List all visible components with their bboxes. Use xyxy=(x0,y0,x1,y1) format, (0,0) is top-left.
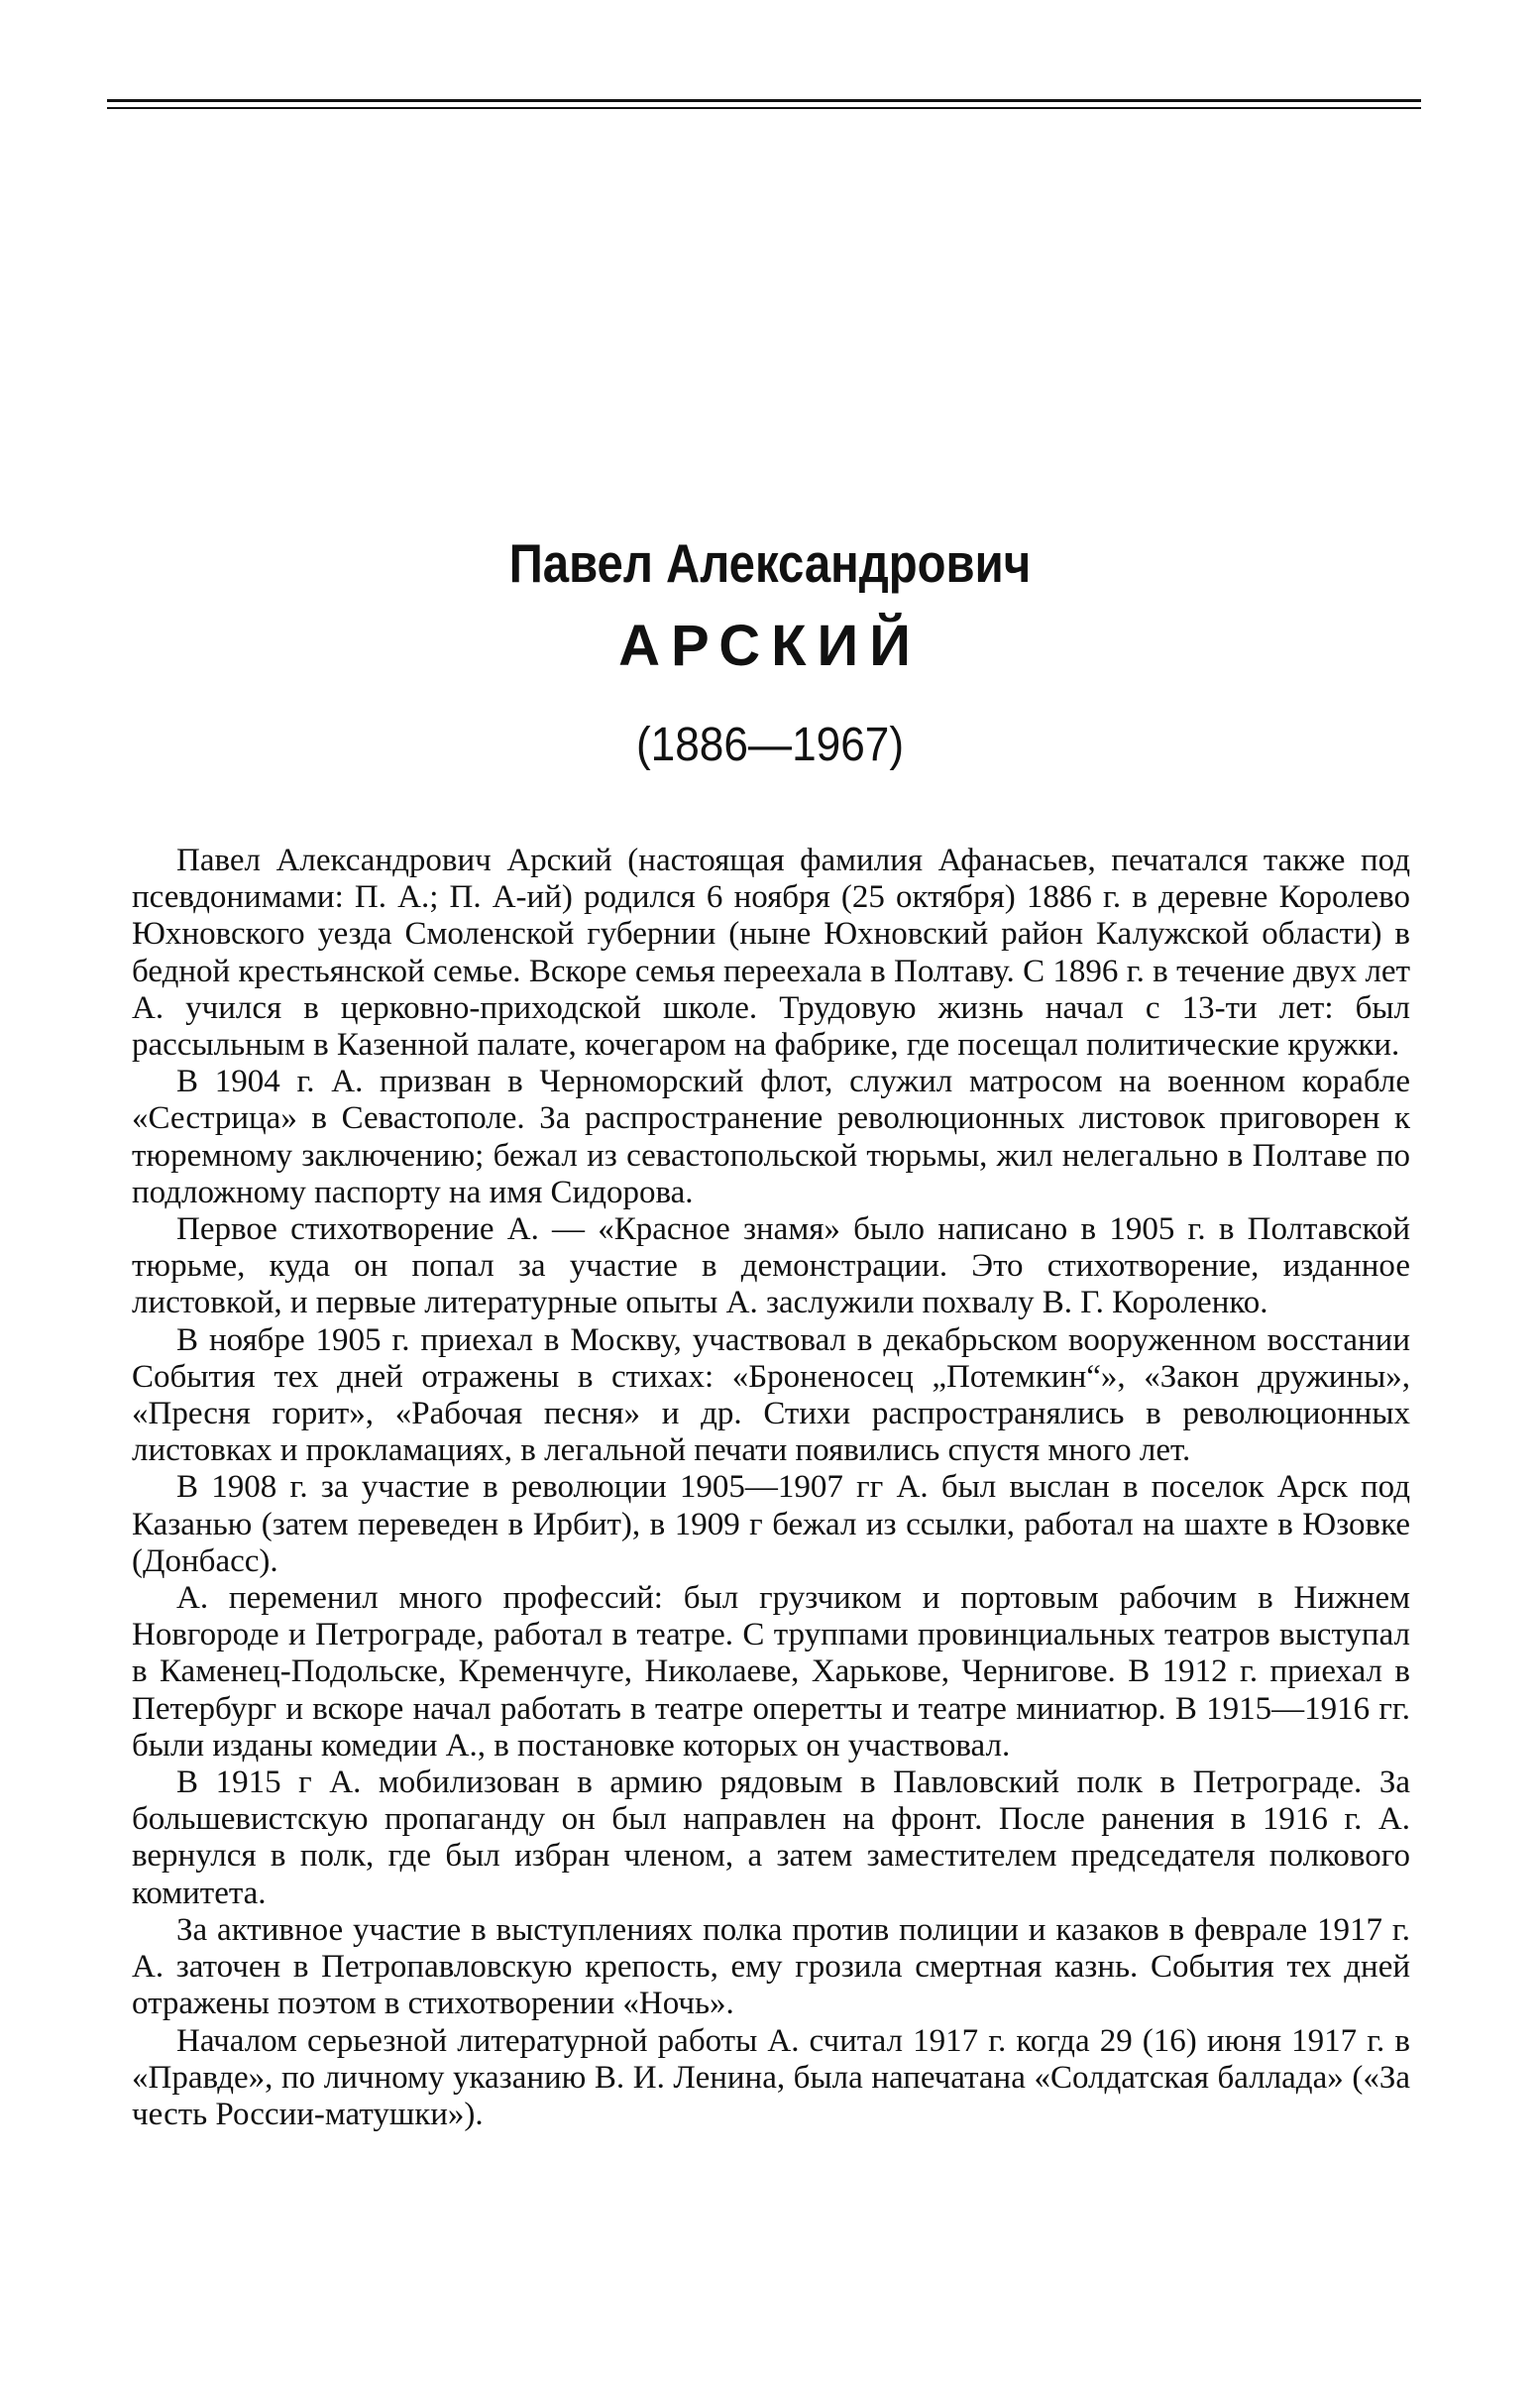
paragraph: А. переменил много профессий: был грузчиком и портовым рабочим в Нижнем Новгороде и Петрограде, работал в театре. С труппами провинциальных театров выступал в Каменец-Подольске, Кременчуге, Николаеве, Харькове, Чернигове. В 1912 г. приехал в Петербург и вскоре начал работать в театре оперетты и театре миниатюр. В 1915—1916 гг. были изданы комедии А., в постановке которых он участвовал. xyxy=(132,1580,1410,1764)
paragraph: В ноябре 1905 г. приехал в Москву, участвовал в декабрьском вооруженном восстании События тех дней отражены в стихах: «Броненосец „Потемкин“», «Закон дружины», «Пресня горит», «Рабочая песня» и др. Стихи распространялись в революционных листовках и прокламациях, в легальной печати появились спустя много лет. xyxy=(132,1321,1410,1469)
paragraph: За активное участие в выступлениях полка против полиции и казаков в феврале 1917 г. А. заточен в Петропавловскую крепость, ему грозила смертная казнь. События тех дней отражены поэтом в стихотворении «Ночь». xyxy=(132,1911,1410,2022)
author-surname: АРСКИЙ xyxy=(618,614,922,678)
biography-text xyxy=(132,843,1410,2133)
paragraph: Павел Александрович Арский (настоящая фамилия Афанасьев, печатался также под псевдонимами: П. А.; П. А-ий) родился 6 ноября (25 октября) 1886 г. в деревне Королево Юхновского уезда Смоленской губернии (ныне Юхновский район Калужской области) в бедной крестьянской семье. Вскоре семья переехала в Полтаву. С 1896 г. в течение двух лет А. учился в церковно-приходской школе. Трудовую жизнь начал с 13-ти лет: был рассыльным в Казенной палате, кочегаром на фабрике, где посещал политические кружки. xyxy=(132,843,1410,1064)
top-rule xyxy=(107,99,1421,102)
paragraph: В 1915 г А. мобилизован в армию рядовым в Павловский полк в Петрограде. За большевистскую пропаганду он был направлен на фронт. После ранения в 1916 г. А. вернулся в полк, где был избран членом, а затем заместителем председателя полкового комитета. xyxy=(132,1765,1410,1911)
paragraph: В 1908 г. за участие в революции 1905—1907 гг А. был выслан в поселок Арск под Казанью (затем переведен в Ирбит), в 1909 г бежал из ссылки, работал на шахте в Юзовке (Донбасс). xyxy=(132,1469,1410,1579)
paragraph: Началом серьезной литературной работы А. считал 1917 г. когда 29 (16) июня 1917 г. в «Правде», по личному указанию В. И. Ленина, была напечатана «Солдатская баллада» («За честь России-матушки»). xyxy=(132,2022,1410,2132)
author-first-names: Павел Александрович xyxy=(508,532,1032,594)
top-rule-secondary xyxy=(107,107,1421,109)
paragraph: В 1904 г. А. призван в Черноморский флот, служил матросом на военном корабле «Сестрица» в Севастополе. За распространение революционных листовок приговорен к тюремному заключению; бежал из севастопольской тюрьмы, жил нелегально в Полтаве по подложному паспорту на имя Сидорова. xyxy=(132,1064,1410,1210)
author-life-years: (1886—1967) xyxy=(635,719,905,771)
paragraph: Первое стихотворение А. — «Красное знамя» было написано в 1905 г. в Полтавской тюрьме, куда он попал за участие в демонстрации. Это стихотворение, изданное листовкой, и первые литературные опыты А. заслужили похвалу В. Г. Короленко. xyxy=(132,1211,1410,1321)
